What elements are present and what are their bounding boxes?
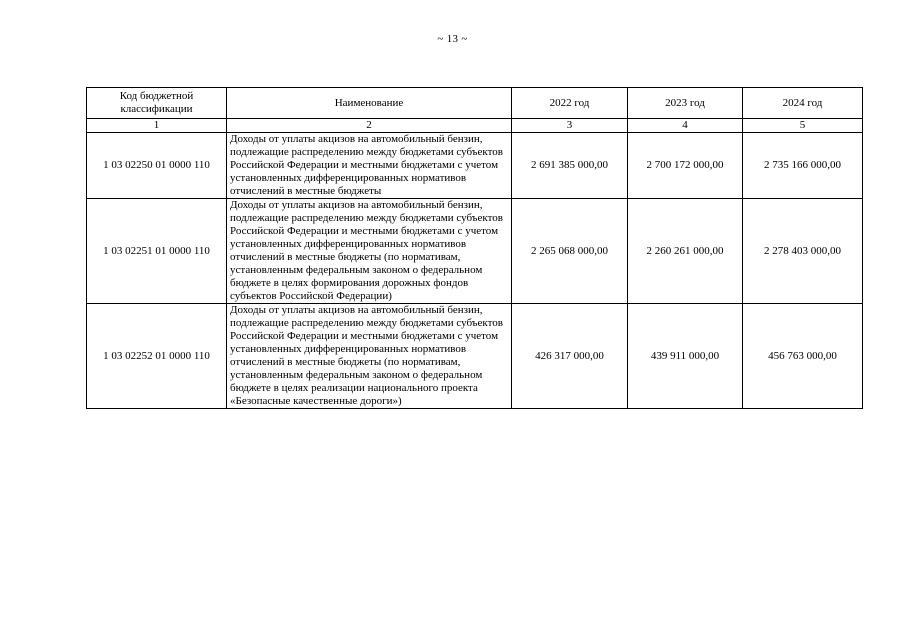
column-number: 3 <box>512 119 628 133</box>
column-number: 4 <box>628 119 743 133</box>
budget-code: 1 03 02252 01 0000 110 <box>87 304 227 409</box>
amount-2023: 2 700 172 000,00 <box>628 133 743 199</box>
table-row <box>87 199 863 304</box>
amount-2022: 2 691 385 000,00 <box>512 133 628 199</box>
header-row <box>87 88 863 119</box>
header-name: Наименование <box>227 88 512 119</box>
header-code: Код бюджетной классификации <box>87 88 227 119</box>
budget-table <box>86 87 863 409</box>
header-2022: 2022 год <box>512 88 628 119</box>
table-row <box>87 133 863 199</box>
amount-2024: 456 763 000,00 <box>743 304 863 409</box>
column-number-row <box>87 119 863 133</box>
budget-code: 1 03 02251 01 0000 110 <box>87 199 227 304</box>
table-row <box>87 304 863 409</box>
amount-2022: 426 317 000,00 <box>512 304 628 409</box>
amount-2022: 2 265 068 000,00 <box>512 199 628 304</box>
income-name: Доходы от уплаты акцизов на автомобильный бензин, подлежащие распределению между бюджетами субъектов Российской Федерации и местными бюджетами с учетом установленных дифференцированных нормативов отчислений в местные бюджеты (по нормативам, установленным федеральным законом о федеральном бюджете в целях формирования дорожных фондов субъектов Российской Федерации) <box>227 199 512 304</box>
column-number: 5 <box>743 119 863 133</box>
income-name: Доходы от уплаты акцизов на автомобильный бензин, подлежащие распределению между бюджетами субъектов Российской Федерации и местными бюджетами с учетом установленных дифференцированных нормативов отчислений в местные бюджеты <box>227 133 512 199</box>
column-number: 1 <box>87 119 227 133</box>
amount-2024: 2 735 166 000,00 <box>743 133 863 199</box>
amount-2024: 2 278 403 000,00 <box>743 199 863 304</box>
amount-2023: 439 911 000,00 <box>628 304 743 409</box>
header-2024: 2024 год <box>743 88 863 119</box>
amount-2023: 2 260 261 000,00 <box>628 199 743 304</box>
page-number: ~ 13 ~ <box>437 33 468 45</box>
header-2023: 2023 год <box>628 88 743 119</box>
column-number: 2 <box>227 119 512 133</box>
income-name: Доходы от уплаты акцизов на автомобильный бензин, подлежащие распределению между бюджетами субъектов Российской Федерации и местными бюджетами с учетом установленных дифференцированных нормативов отчислений в местные бюджеты (по нормативам, установленным федеральным законом о федеральном бюджете в целях реализации национального проекта «Безопасные качественные дороги») <box>227 304 512 409</box>
budget-code: 1 03 02250 01 0000 110 <box>87 133 227 199</box>
